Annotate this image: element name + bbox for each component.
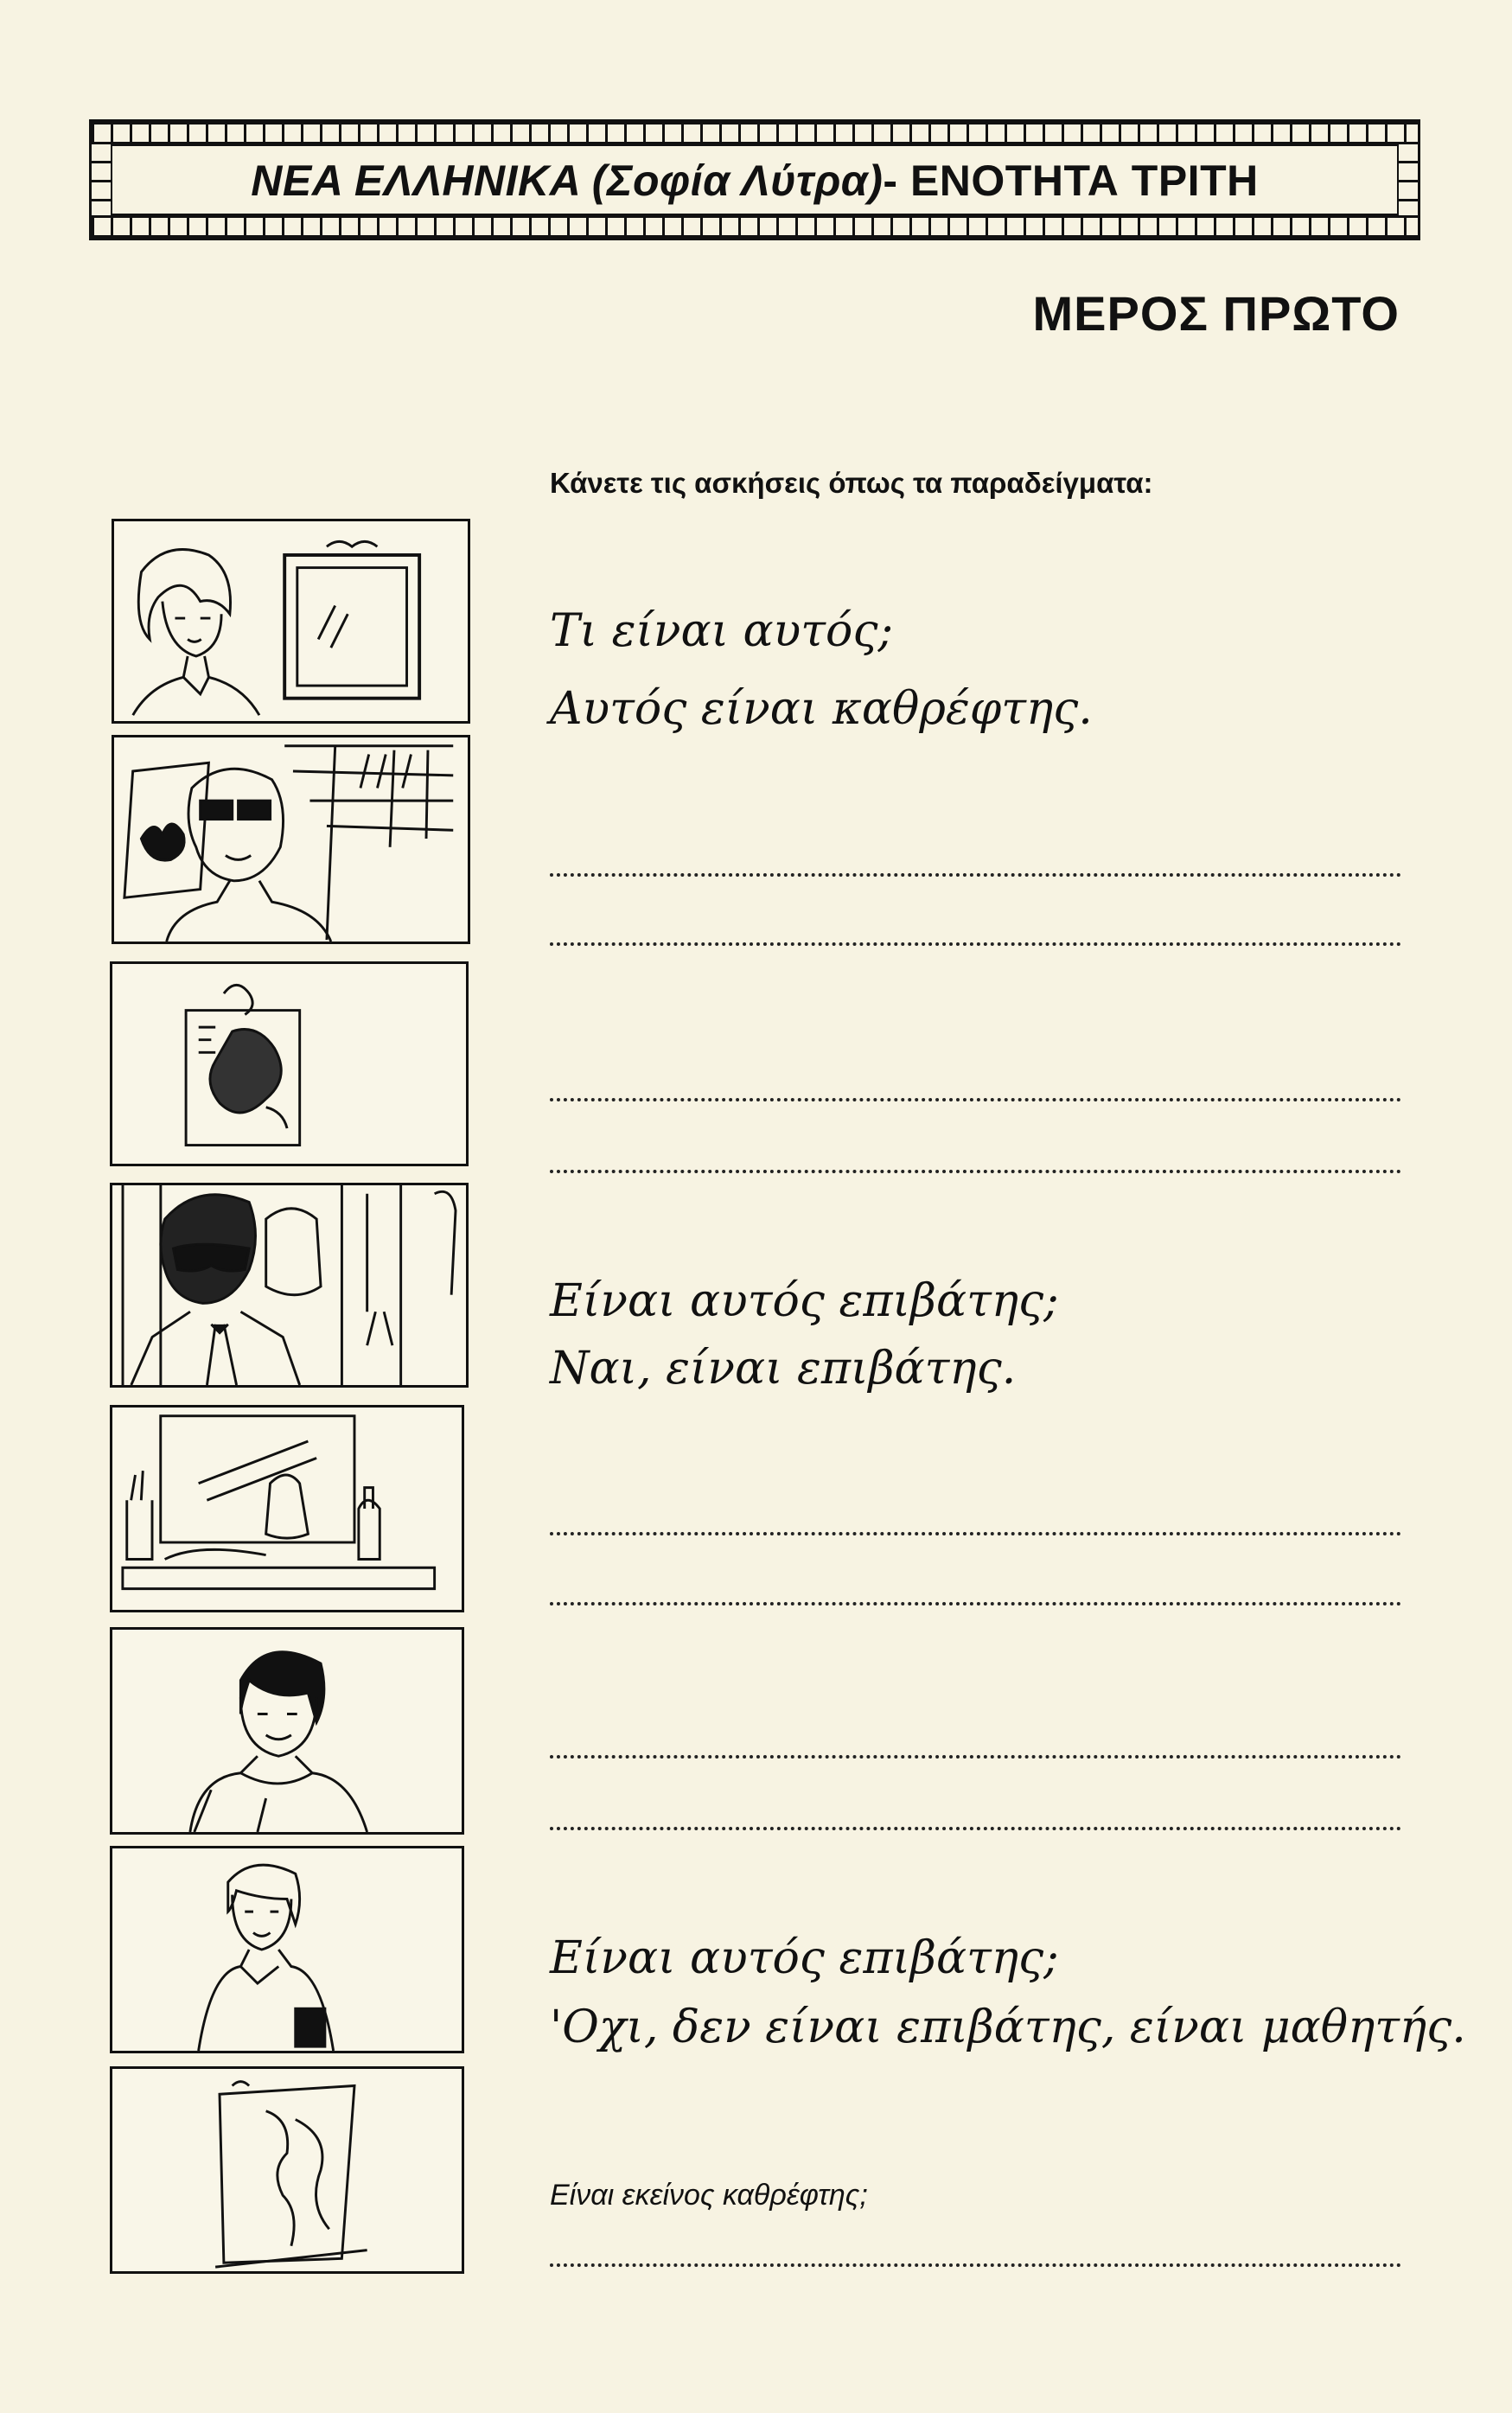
answer-line-5b[interactable] [550,1602,1401,1605]
answer-line-3a[interactable] [550,1098,1401,1101]
example-2-question: Είναι αυτός επιβάτης; [550,1275,1059,1327]
answer-line-3b[interactable] [550,1170,1401,1173]
greek-key-border-right [1397,144,1418,215]
title-book: ΝΕΑ ΕΛΛΗΝΙΚΑ (Σοφία Λύτρα) [251,156,884,205]
example-2-answer: Ναι, είναι επιβάτης. [550,1343,1017,1395]
page-title [118,151,1392,210]
example-1-question: Τι είναι αυτός; [550,605,893,657]
example-3-question: Είναι αυτός επιβάτης; [550,1932,1059,1984]
example-3-answer: 'Οχι, δεν είναι επιβάτης, είναι μαθητής. [550,2001,1466,2053]
answer-line-2b[interactable] [550,942,1401,946]
answer-line-6b[interactable] [550,1827,1401,1830]
section-title: ΜΕΡΟΣ ΠΡΩΤΟ [1032,286,1400,341]
title-box [89,119,1420,240]
answer-line-6a[interactable] [550,1755,1401,1759]
exercise-8-question: Είναι εκείνος καθρέφτης; [550,2179,868,2212]
illustration-poster [110,961,469,1166]
answer-line-5a[interactable] [550,1532,1401,1535]
answer-line-2a[interactable] [550,873,1401,877]
illustration-woman-mirror [112,519,470,724]
illustration-passenger [110,1183,469,1388]
instruction-text: Κάνετε τις ασκήσεις όπως τα παραδείγματα: [550,467,1153,499]
greek-key-border-top [92,122,1418,146]
illustration-wall-map [110,2066,464,2274]
greek-key-border-left [92,144,112,215]
answer-line-8[interactable] [550,2263,1401,2267]
illustration-smiling-boy [110,1627,464,1835]
illustration-student [110,1846,464,2053]
example-1-answer: Αυτός είναι καθρέφτης. [550,683,1093,735]
illustration-man-sunglasses [112,735,470,944]
title-unit: - ΕΝΟΤΗΤΑ ΤΡΙΤΗ [883,156,1259,205]
illustration-bathroom-mirror [110,1405,464,1612]
greek-key-border-bottom [92,214,1418,238]
